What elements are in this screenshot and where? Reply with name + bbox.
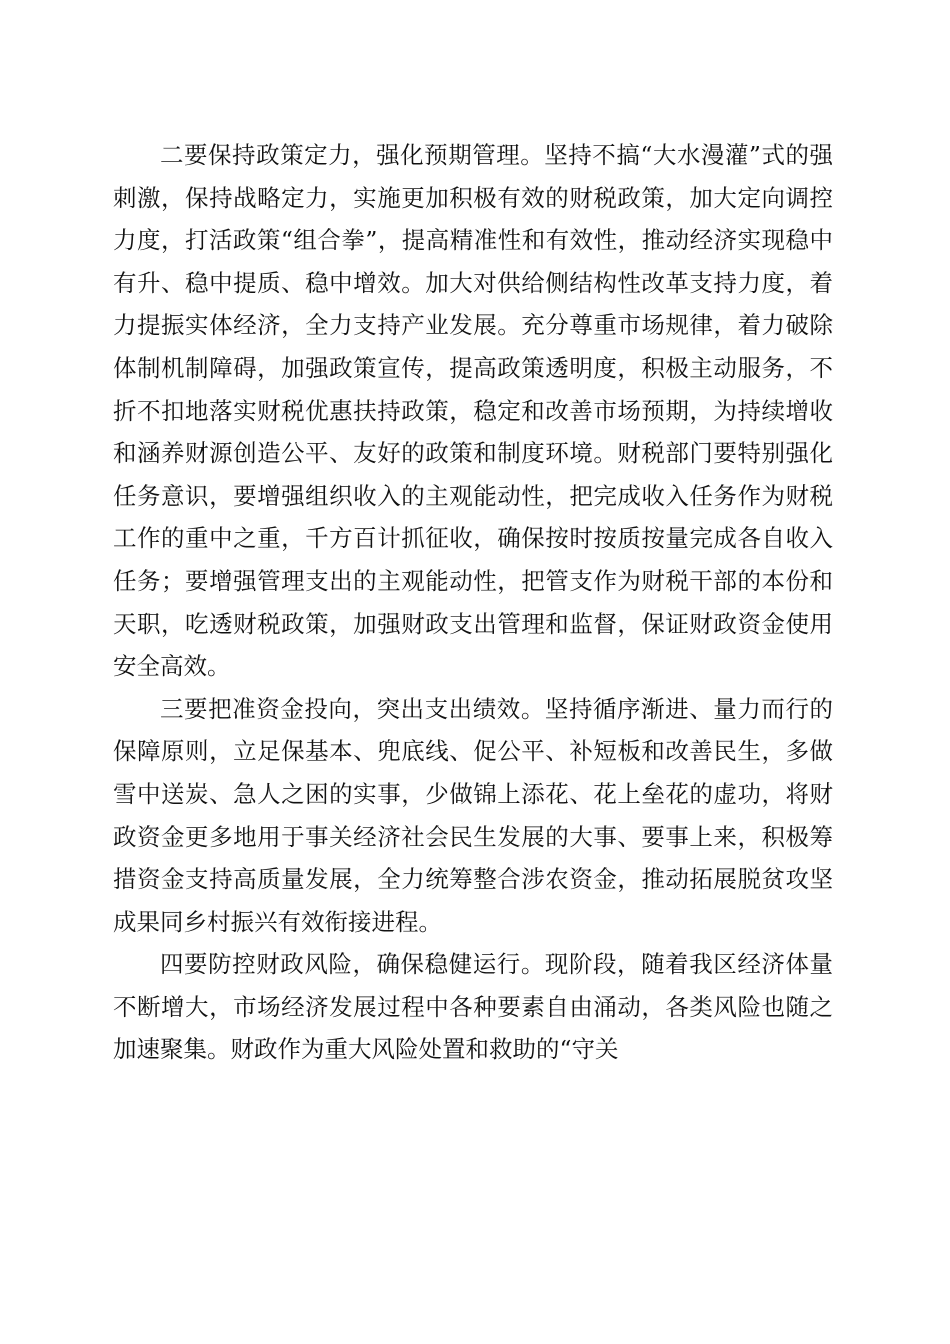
paragraph-fund-allocation: 三要把准资金投向，突出支出绩效。坚持循序渐进、量力而行的保障原则，立足保基本、兜底线、促公平、补短板和改善民生，多做雪中送炭、急人之困的实事，少做锦上添花、花上垒花的虚功，将财政资金更多地用于事关经济社会民生发展的大事、要事上来，积极筹措资金支持高质量发展，全力统筹整合涉农资金，推动拓展脱贫攻坚成果同乡村振兴有效衔接进程。 — [113, 694, 833, 936]
document-body — [113, 134, 833, 1071]
paragraph-policy-stability: 二要保持政策定力，强化预期管理。坚持不搞“大水漫灌”式的强刺激，保持战略定力，实施更加积极有效的财税政策，加大定向调控力度，打活政策“组合拳”，提高精准性和有效性，推动经济实现稳中有升、稳中提质、稳中增效。加大对供给侧结构性改革支持力度，着力提振实体经济，全力支持产业发展。充分尊重市场规律，着力破除体制机制障碍，加强政策宣传，提高政策透明度，积极主动服务，不折不扣地落实财税优惠扶持政策，稳定和改善市场预期，为持续增收和涵养财源创造公平、友好的政策和制度环境。财税部门要特别强化任务意识，要增强组织收入的主观能动性，把完成收入任务作为财税工作的重中之重，千方百计抓征收，确保按时按质按量完成各自收入任务；要增强管理支出的主观能动性，把管支作为财税干部的本份和天职，吃透财税政策，加强财政支出管理和监督，保证财政资金使用安全高效。 — [113, 141, 833, 681]
paragraph-fiscal-risk: 四要防控财政风险，确保稳健运行。现阶段，随着我区经济体量不断增大，市场经济发展过程中各种要素自由涌动，各类风险也随之加速聚集。财政作为重大风险处置和救助的“守关 — [113, 950, 833, 1064]
